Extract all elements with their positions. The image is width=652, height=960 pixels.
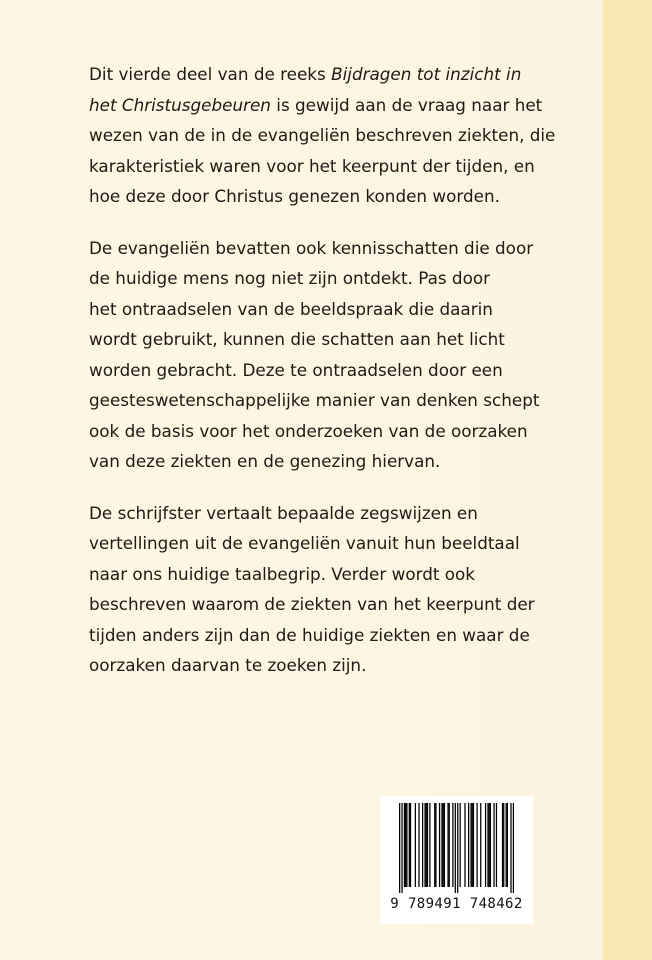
barcode-bar [399,803,400,893]
barcode-bar [468,803,469,887]
barcode-bar [415,803,416,887]
barcode-bar [496,803,497,887]
barcode-bar [485,803,486,887]
blurb-text [89,59,559,702]
barcode-bar [472,803,473,887]
barcode-bar [439,803,440,887]
paragraph-1-part-3: is gewijd aan de vraag naar het wezen van de in de evangeliën beschreven ziekten, die karakteristiek waren voor het keerpunt der tijden, en hoe deze door Christus genezen konden worden. [89,94,556,206]
barcode-bar [487,803,488,887]
barcode-bar [427,803,428,887]
paragraph-2 [89,233,559,477]
barcode-bar [455,803,456,893]
barcode-bar [424,803,425,887]
barcode-bar [409,803,410,887]
barcode-bars [399,803,514,893]
barcode-bar [426,803,427,887]
isbn-barcode [380,796,533,924]
spine-strip [603,0,652,960]
barcode-bar [480,803,481,887]
barcode-bar [435,803,436,887]
barcode-bar [404,803,405,887]
barcode-bar [493,803,494,887]
barcode-bar [410,803,411,887]
barcode-bar [429,803,430,887]
barcode-bar [489,803,490,887]
paragraph-3-text: De schrijfster vertaalt bepaalde zegswijzen en vertellingen uit de evangeliën vanuit hun beeldtaal naar ons huidige taalbegrip. Verder wordt ook beschreven waarom de ziekten van het keerpunt der tijden anders zijn dan de huidige ziekten en waar de oorzaken daarvan te zoeken zijn. [89,502,535,675]
paragraph-1-part-1: Dit vierde deel van de reeks [89,64,332,84]
barcode-bar [470,803,471,887]
barcode-bar [502,803,503,887]
barcode-bar [447,803,448,887]
series-title: Bijdragen tot inzicht in het Christusgebeuren [89,64,522,115]
barcode-bar [506,803,507,887]
barcode-bar [473,803,474,887]
barcode-bar [422,803,423,887]
paragraph-2-text: De evangeliën bevatten ook kennisschatten die door de huidige mens nog niet zijn ontdekt. Pas door het ontraadselen van de beeldspraak die daarin wordt gebruikt, kunnen die schatten aan het licht worden gebracht. Deze te ontraadselen door een geesteswetenschappelijke manier van denken schept ook de basis voor het onderzoeken van de oorzaken van deze ziekten en de genezing hiervan. [89,237,540,471]
barcode-bar [452,803,453,887]
barcode-bar [418,803,419,887]
barcode-bar [406,803,407,887]
barcode-bar [457,803,458,893]
barcode-bar [434,803,435,887]
barcode-bar [490,803,491,887]
barcode-bar [441,803,442,887]
paragraph-3 [89,498,559,681]
barcode-bar [503,803,504,887]
barcode-bar [510,803,511,893]
barcode-bar [444,803,445,887]
barcode-bar [464,803,465,887]
barcode-bar [460,803,461,887]
barcode-bar [405,803,406,887]
barcode-bar [401,803,402,893]
barcode-bar [449,803,450,887]
barcode-bar [443,803,444,887]
barcode-bar [507,803,508,887]
barcode-bar [513,803,514,893]
barcode-bar [476,803,477,887]
isbn-number: 9 789491 748462 [390,896,523,912]
paragraph-1 [89,59,559,212]
